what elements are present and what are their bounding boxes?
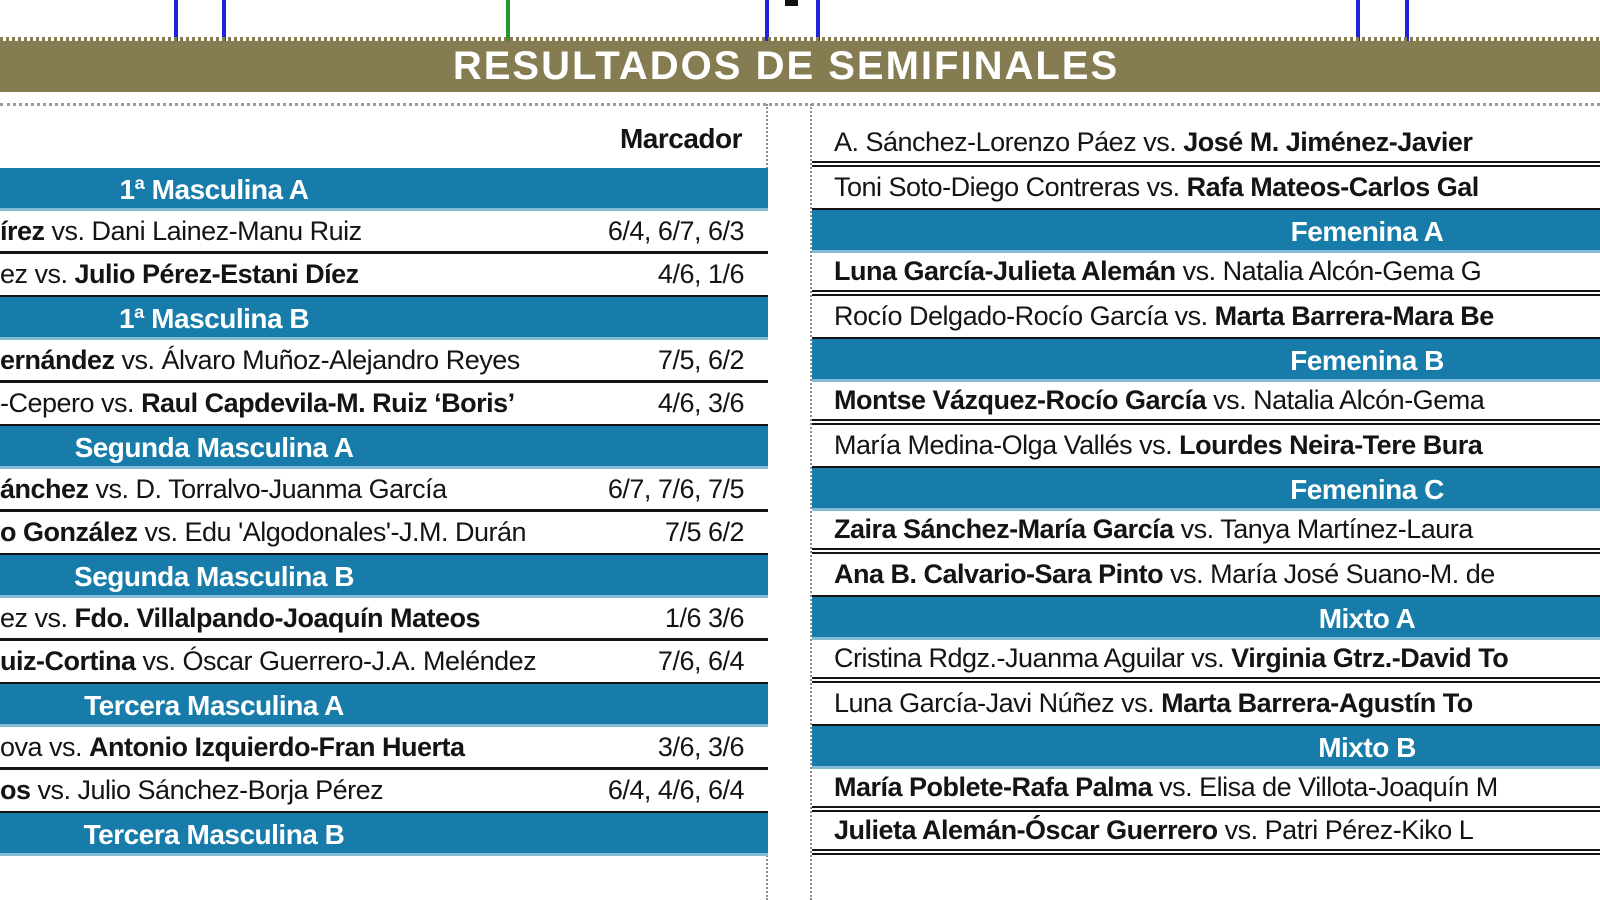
category-header: Femenina C xyxy=(812,468,1600,511)
team: Rocío Delgado-Rocío García vs. xyxy=(834,301,1215,331)
category-header: 1ª Masculina A xyxy=(0,168,768,211)
category-header: Femenina A xyxy=(812,210,1600,253)
match-row xyxy=(812,769,1600,812)
category-header: Tercera Masculina A xyxy=(0,684,768,727)
match-row xyxy=(812,683,1600,726)
team: vs. Natalia Alcón-Gema G xyxy=(1175,256,1482,286)
match-teams xyxy=(0,259,359,290)
match-teams xyxy=(834,301,1494,332)
bracket-line xyxy=(174,0,178,41)
match-teams xyxy=(0,345,520,376)
winner-team: os xyxy=(0,775,31,805)
winner-team: Fdo. Villalpando-Joaquín Mateos xyxy=(74,602,481,633)
category-header: Segunda Masculina A xyxy=(0,426,768,469)
match-score: 3/6, 3/6 xyxy=(657,731,744,762)
winner-team: Julio Pérez-Estani Díez xyxy=(74,259,359,289)
winner-team: ernández xyxy=(0,344,115,375)
winner-team: ánchez xyxy=(0,473,89,504)
match-teams xyxy=(0,775,383,806)
team: A. Sánchez-Lorenzo Páez vs. xyxy=(834,127,1184,157)
match-row xyxy=(0,598,768,641)
winner-team: Luna García-Julieta Alemán xyxy=(834,256,1176,286)
team: ez vs. xyxy=(0,602,75,633)
bracket-line xyxy=(222,0,226,41)
winner-team: Antonio Izquierdo-Fran Huerta xyxy=(89,731,465,762)
bracket-line xyxy=(765,0,769,41)
match-score: 6/4, 6/7, 6/3 xyxy=(607,215,744,246)
team: vs. Natalia Alcón-Gema xyxy=(1206,385,1485,415)
category-header: Mixto B xyxy=(812,726,1600,769)
match-row xyxy=(0,641,768,684)
match-row xyxy=(812,382,1600,425)
score-column-header: Marcador xyxy=(619,123,742,154)
match-row xyxy=(812,296,1600,339)
category-header: 1ª Masculina B xyxy=(0,297,768,340)
match-score: 4/6, 3/6 xyxy=(657,388,744,418)
team: vs. Edu 'Algodonales'-J.M. Durán xyxy=(137,517,527,547)
match-teams xyxy=(834,385,1484,416)
match-row xyxy=(0,469,768,512)
team: vs. Julio Sánchez-Borja Pérez xyxy=(30,775,384,805)
match-row xyxy=(812,425,1600,468)
winner-team: Julieta Alemán-Óscar Guerrero xyxy=(834,815,1218,845)
winner-team: Virginia Gtrz.-David To xyxy=(1231,643,1509,673)
team: vs. D. Torralvo-Juanma García xyxy=(88,473,447,504)
team: -Cepero vs. xyxy=(0,388,142,418)
winner-team: Lourdes Neira-Tere Bura xyxy=(1179,430,1483,460)
match-row xyxy=(812,812,1600,855)
winner-team: Rafa Mateos-Carlos Gal xyxy=(1186,172,1479,202)
bracket-tab xyxy=(785,0,798,6)
match-row xyxy=(812,511,1600,554)
match-teams xyxy=(834,430,1482,461)
bracket-line xyxy=(816,0,820,41)
match-teams xyxy=(0,517,526,548)
winner-team: José M. Jiménez-Javier xyxy=(1183,127,1473,157)
match-score: 4/6, 1/6 xyxy=(657,259,744,289)
winner-team: uiz-Cortina xyxy=(0,646,136,676)
results-right-column xyxy=(812,110,1600,855)
match-score: 6/4, 4/6, 6/4 xyxy=(607,775,744,805)
match-teams xyxy=(834,688,1473,719)
match-teams xyxy=(834,172,1479,203)
team: María Medina-Olga Vallés vs. xyxy=(834,430,1180,460)
team: vs. Dani Lainez-Manu Ruiz xyxy=(44,215,362,246)
bracket-line xyxy=(506,0,510,41)
match-teams xyxy=(834,256,1481,287)
match-teams xyxy=(0,216,362,247)
match-teams xyxy=(834,772,1498,803)
winner-team: María Poblete-Rafa Palma xyxy=(834,772,1153,802)
match-teams xyxy=(0,732,465,763)
match-row xyxy=(812,640,1600,683)
winner-team: Montse Vázquez-Rocío García xyxy=(834,385,1207,415)
match-row xyxy=(0,254,768,297)
match-row xyxy=(812,124,1600,167)
match-row xyxy=(0,727,768,770)
match-row xyxy=(0,383,768,426)
team: vs. Patri Pérez-Kiko L xyxy=(1217,815,1474,845)
winner-team: o González xyxy=(0,517,138,547)
match-teams xyxy=(834,514,1473,545)
winner-team: írez xyxy=(0,215,45,246)
results-left-column xyxy=(0,110,768,856)
match-score: 7/6, 6/4 xyxy=(657,646,744,676)
match-row xyxy=(812,554,1600,597)
category-header: Segunda Masculina B xyxy=(0,555,768,598)
match-score: 1/6 3/6 xyxy=(664,602,744,633)
winner-team: Ana B. Calvario-Sara Pinto xyxy=(834,559,1164,589)
category-header: Mixto A xyxy=(812,597,1600,640)
team: vs. Tanya Martínez-Laura xyxy=(1173,514,1473,544)
winner-team: Zaira Sánchez-María García xyxy=(834,514,1174,544)
match-row xyxy=(0,340,768,383)
team: Luna García-Javi Núñez vs. xyxy=(834,688,1162,718)
team: vs. Álvaro Muñoz-Alejandro Reyes xyxy=(114,344,520,375)
match-teams xyxy=(0,388,515,419)
team: ova vs. xyxy=(0,731,90,762)
match-row xyxy=(0,211,768,254)
horizontal-dotted-rule xyxy=(0,103,1600,106)
category-header: Femenina B xyxy=(812,339,1600,382)
match-score: 7/5, 6/2 xyxy=(657,344,744,375)
page-title: RESULTADOS DE SEMIFINALES xyxy=(452,44,1120,88)
bracket-line xyxy=(1356,0,1360,41)
winner-team: Marta Barrera-Mara Be xyxy=(1214,301,1494,331)
match-teams xyxy=(0,474,447,505)
winner-team: Raul Capdevila-M. Ruiz ‘Boris’ xyxy=(141,388,515,418)
match-row xyxy=(812,167,1600,210)
match-row xyxy=(0,770,768,813)
team: vs. María José Suano-M. de xyxy=(1163,559,1495,589)
bracket-line xyxy=(1405,0,1409,41)
winner-team: Marta Barrera-Agustín To xyxy=(1161,688,1473,718)
match-teams xyxy=(834,127,1472,158)
match-teams xyxy=(0,646,536,677)
match-teams xyxy=(834,643,1508,674)
match-row xyxy=(0,512,768,555)
match-score: 6/7, 7/6, 7/5 xyxy=(607,473,744,504)
match-score: 7/5 6/2 xyxy=(664,517,744,547)
team: Toni Soto-Diego Contreras vs. xyxy=(834,172,1187,202)
category-header: Tercera Masculina B xyxy=(0,813,768,856)
match-row xyxy=(812,253,1600,296)
team: vs. Elisa de Villota-Joaquín M xyxy=(1152,772,1498,802)
match-teams xyxy=(834,815,1473,846)
spacer xyxy=(812,110,1600,124)
match-teams xyxy=(0,603,480,634)
team: Cristina Rdgz.-Juanma Aguilar vs. xyxy=(834,643,1232,673)
match-teams xyxy=(834,559,1495,590)
team: ez vs. xyxy=(0,259,75,289)
title-bar xyxy=(0,41,1600,92)
team: vs. Óscar Guerrero-J.A. Meléndez xyxy=(135,646,537,676)
